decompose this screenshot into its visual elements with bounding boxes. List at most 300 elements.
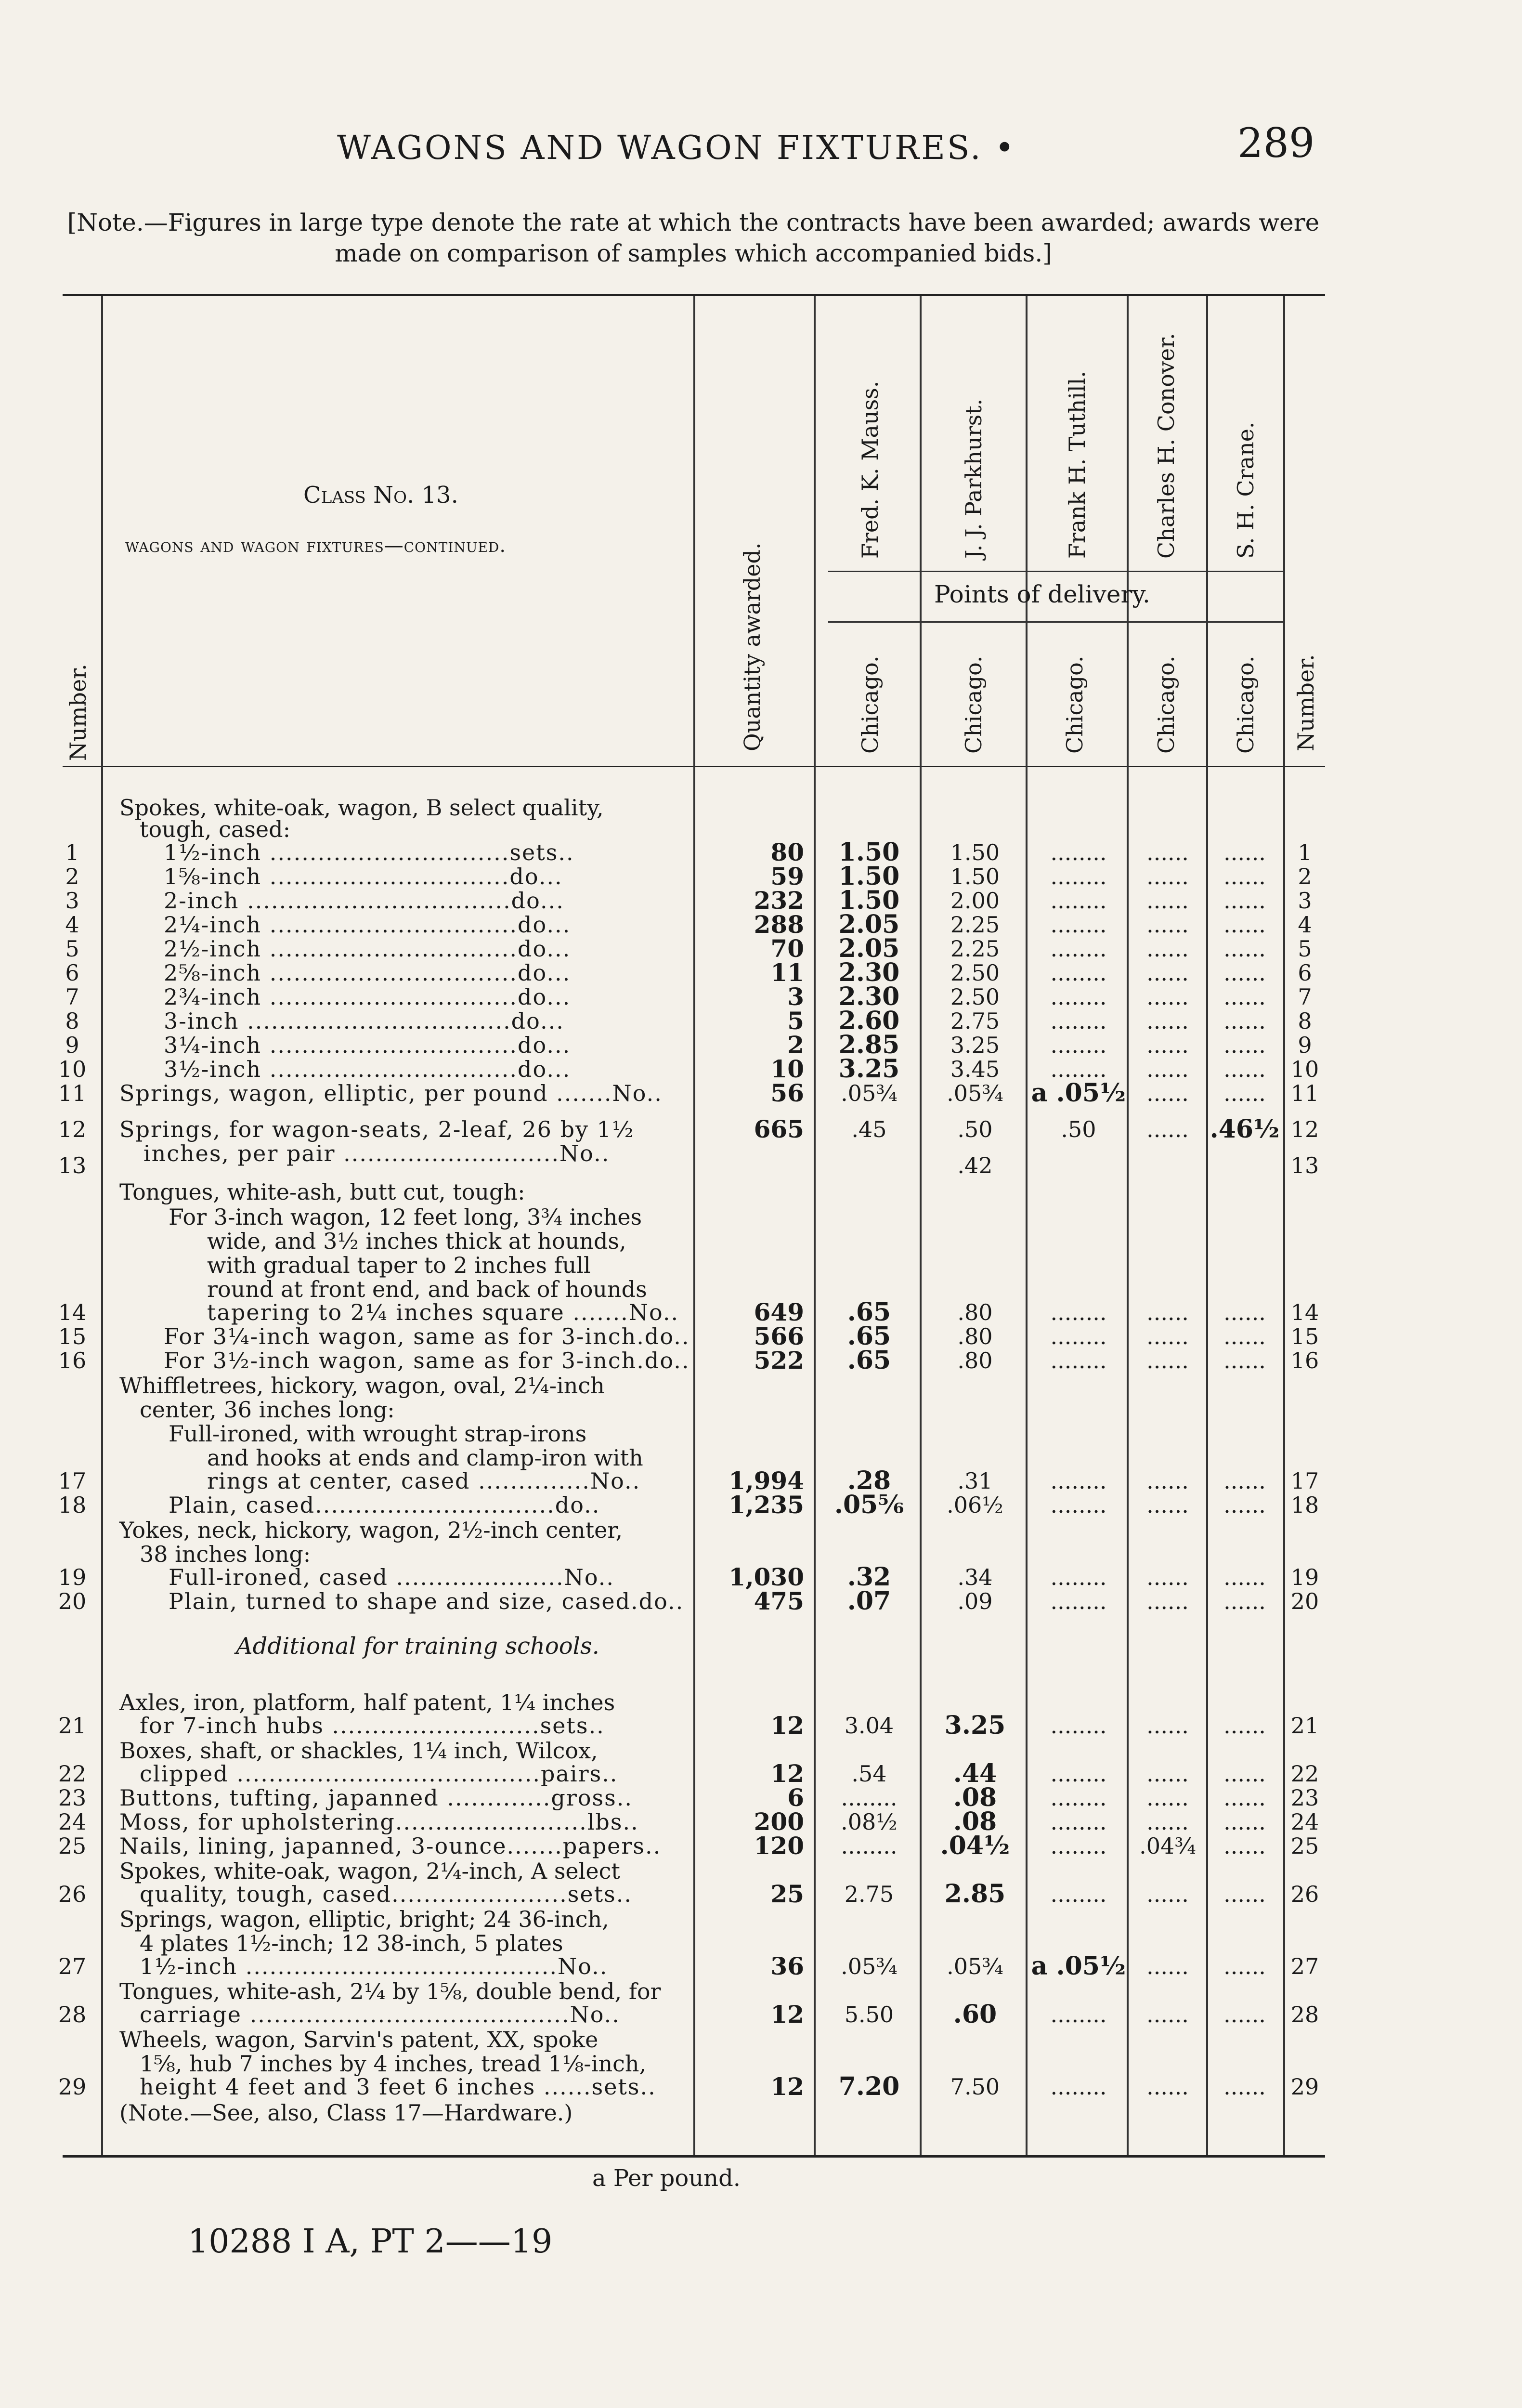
- row-quantity: 12: [770, 1711, 804, 1740]
- table-row: [0, 1297, 1522, 1327]
- table-row: [0, 1490, 1522, 1519]
- row-price-5: ......: [1223, 1008, 1266, 1034]
- row-number-left: 29: [58, 2074, 87, 2100]
- section-tongues: Tongues, white-ash, butt cut, tough:: [119, 1179, 525, 1205]
- row-price-3: ........: [1050, 960, 1107, 986]
- delivery-tuthill: Chicago.: [1062, 655, 1088, 754]
- row-price-4: ......: [1146, 1588, 1189, 1614]
- row-price-4: ......: [1146, 2002, 1189, 2028]
- row-quantity: 288: [754, 910, 804, 939]
- table-row: [0, 1030, 1522, 1060]
- row-description: tapering to 2¼ inches square .......No..: [207, 1299, 679, 1325]
- row-price-2: .09: [957, 1588, 993, 1614]
- section-spokes-b-cont: tough, cased:: [140, 816, 291, 842]
- row-description: for 7-inch hubs ..........................sets..: [140, 1713, 605, 1739]
- row-price-4: ......: [1146, 984, 1189, 1010]
- col-divider-parkhurst: [1026, 296, 1028, 2155]
- row-price-4: ......: [1146, 1953, 1189, 1979]
- row-price-1: 3.04: [844, 1713, 894, 1739]
- row-price-4: ......: [1146, 1492, 1189, 1518]
- row-price-4: ......: [1146, 1713, 1189, 1739]
- row-number-right: 15: [1290, 1323, 1319, 1349]
- tongues-line-3: with gradual taper to 2 inches full: [207, 1252, 591, 1278]
- row-description: Springs, wagon, elliptic, per pound .......No..: [119, 1080, 663, 1106]
- row-quantity: 1,994: [728, 1466, 804, 1495]
- row-number-left: 11: [58, 1080, 87, 1106]
- row-description: height 4 feet and 3 feet 6 inches ......sets..: [140, 2074, 656, 2100]
- row-price-1: ........: [841, 1833, 898, 1859]
- row-quantity: 665: [754, 1115, 804, 1143]
- row-number-left: 12: [58, 1116, 87, 1142]
- row-number-left: 18: [58, 1492, 87, 1518]
- row-price-3: ........: [1050, 1588, 1107, 1614]
- row-price-1: 2.05: [838, 934, 900, 963]
- row-price-1: 2.05: [838, 910, 900, 939]
- row-quantity: 120: [754, 1832, 804, 1860]
- col-divider-tuthill: [1127, 296, 1129, 2155]
- boxes-line: Boxes, shaft, or shackles, 1¼ inch, Wilcox,: [119, 1738, 598, 1764]
- row-number-right: 23: [1290, 1785, 1319, 1811]
- row-price-4: ......: [1146, 1116, 1189, 1142]
- row-price-2: .08: [953, 1783, 997, 1812]
- row-price-5: ......: [1223, 1348, 1266, 1374]
- row-price-5: ......: [1223, 864, 1266, 890]
- row-number-right: 21: [1290, 1713, 1319, 1739]
- row-quantity: 1,030: [728, 1563, 804, 1591]
- row-price-5: ......: [1223, 1323, 1266, 1349]
- row-quantity: 12: [770, 2000, 804, 2028]
- tongues-line-1: For 3-inch wagon, 12 feet long, 3¾ inches: [169, 1204, 642, 1230]
- row-description: 2½-inch ...............................do...: [164, 936, 571, 962]
- row-price-2: 2.75: [950, 1008, 1000, 1034]
- row-price-2: .34: [957, 1564, 993, 1590]
- row-quantity: 12: [770, 2072, 804, 2101]
- signature-mark: 10288 I A, PT 2——19: [188, 2223, 553, 2261]
- row-price-1: .54: [851, 1761, 887, 1787]
- row-price-3: ........: [1050, 912, 1107, 938]
- row-price-5: ......: [1223, 1492, 1266, 1518]
- row-quantity: 80: [770, 838, 804, 866]
- row-price-1: 5.50: [844, 2002, 894, 2028]
- row-price-3: ........: [1050, 2002, 1107, 2028]
- row-price-4: ......: [1146, 1032, 1189, 1058]
- row-price-5: ......: [1223, 1588, 1266, 1614]
- row-price-2: .42: [957, 1152, 993, 1178]
- row-description: 1⅝-inch ..............................do...: [164, 864, 563, 890]
- row-price-3: a .05½: [1031, 1951, 1126, 1981]
- row-price-3: ........: [1050, 1809, 1107, 1835]
- row-price-1: .65: [847, 1297, 891, 1327]
- row-number-right: 17: [1290, 1468, 1319, 1494]
- table-row: [0, 2072, 1522, 2101]
- row-price-1: .08½: [841, 1809, 898, 1835]
- row-price-3: ........: [1050, 1833, 1107, 1859]
- row-number-left: 13: [58, 1152, 87, 1178]
- row-price-1: 2.85: [838, 1030, 900, 1060]
- bidder-mauss: Fred. K. Mauss.: [857, 380, 883, 559]
- row-price-3: ........: [1050, 1056, 1107, 1082]
- row-description: 2⅝-inch ...............................do...: [164, 960, 571, 986]
- table-row: [0, 1466, 1522, 1495]
- row-price-5: ......: [1223, 984, 1266, 1010]
- row-price-3: ........: [1050, 1492, 1107, 1518]
- row-number-right: 16: [1290, 1348, 1319, 1374]
- row-description: 2¾-inch ...............................do...: [164, 984, 571, 1010]
- page-number: 289: [1237, 119, 1315, 167]
- row-quantity: 649: [754, 1298, 804, 1326]
- row-quantity: 25: [770, 1880, 804, 1908]
- spokes-a-line: Spokes, white-oak, wagon, 2¼-inch, A select: [119, 1858, 620, 1884]
- row-price-4: ......: [1146, 1468, 1189, 1494]
- table-bottom-rule: [63, 2155, 1325, 2158]
- table-row: [0, 958, 1522, 987]
- row-price-4: ......: [1146, 1323, 1189, 1349]
- tongues-line-4: round at front end, and back of hounds: [207, 1276, 647, 1302]
- row-price-2: 2.00: [950, 888, 1000, 914]
- row-number-right: 4: [1298, 912, 1312, 938]
- table-row: [0, 886, 1522, 915]
- row-price-2: .60: [953, 2000, 997, 2029]
- col-divider-mauss: [920, 296, 922, 2155]
- row-quantity: 6: [787, 1783, 804, 1812]
- table-row: [0, 982, 1522, 1011]
- row-price-2: .06½: [947, 1492, 1003, 1518]
- row-price-4: ......: [1146, 1809, 1189, 1835]
- table-row: [0, 1322, 1522, 1351]
- row-number-left: 6: [65, 960, 79, 986]
- row-number-right: 10: [1290, 1056, 1319, 1082]
- table-row: [0, 1054, 1522, 1084]
- row-price-2: 1.50: [950, 839, 1000, 865]
- row-price-1: .05⅚: [834, 1490, 904, 1519]
- row-price-5: ......: [1223, 1564, 1266, 1590]
- row-quantity: 70: [770, 934, 804, 963]
- row-number-left: 21: [58, 1713, 87, 1739]
- table-row: [0, 838, 1522, 867]
- row-price-4: .04¾: [1139, 1833, 1196, 1859]
- row-price-2: 3.25: [950, 1032, 1000, 1058]
- quantity-label: Quantity awarded.: [739, 542, 765, 751]
- row-quantity: 56: [770, 1079, 804, 1107]
- row-description: 3-inch .................................do...: [164, 1008, 564, 1034]
- class-heading: Class No. 13.: [303, 482, 458, 509]
- table-row: [0, 1759, 1522, 1788]
- row-price-4: ......: [1146, 2074, 1189, 2100]
- row-description: Springs, for wagon-seats, 2-leaf, 26 by 1½ inches, per pair ...........................No..: [119, 1116, 635, 1166]
- row-description: clipped ......................................pairs..: [140, 1761, 618, 1787]
- row-price-5: ......: [1223, 1713, 1266, 1739]
- row-price-4: ......: [1146, 1564, 1189, 1590]
- bidder-conover: Charles H. Conover.: [1153, 333, 1179, 559]
- row-price-2: .80: [957, 1348, 993, 1374]
- row-price-3: ........: [1050, 1348, 1107, 1374]
- row-number-left: 1: [65, 839, 79, 865]
- row-number-right: 28: [1290, 2002, 1319, 2028]
- row-price-5: ......: [1223, 1032, 1266, 1058]
- row-price-1: 1.50: [838, 862, 900, 891]
- row-price-2: 2.50: [950, 960, 1000, 986]
- row-quantity: 566: [754, 1322, 804, 1350]
- row-price-2: .05¾: [947, 1080, 1003, 1106]
- row-number-left: 14: [58, 1299, 87, 1325]
- row-number-right: 14: [1290, 1299, 1319, 1325]
- points-of-delivery: Points of delivery.: [934, 580, 1150, 608]
- table-row: [0, 1951, 1522, 1981]
- row-number-right: 8: [1298, 1008, 1312, 1034]
- row-number-left: 24: [58, 1809, 87, 1835]
- row-price-1: .28: [847, 1466, 891, 1495]
- tongues-line-2: wide, and 3½ inches thick at hounds,: [207, 1228, 626, 1254]
- springs-bright-line-2: 4 plates 1½-inch; 12 38-inch, 5 plates: [140, 1930, 563, 1956]
- row-price-5: ......: [1223, 1953, 1266, 1979]
- table-row: [0, 910, 1522, 939]
- row-price-5: ......: [1223, 1761, 1266, 1787]
- row-price-1: .65: [847, 1322, 891, 1351]
- row-description: 1½-inch ..............................sets..: [164, 839, 574, 865]
- col-divider-crane: [1283, 296, 1285, 2155]
- table-row: [0, 1807, 1522, 1836]
- row-price-2: 1.50: [950, 864, 1000, 890]
- row-description: Plain, turned to shape and size, cased.do..: [169, 1588, 684, 1614]
- row-price-1: .45: [851, 1116, 887, 1142]
- row-price-5: ......: [1223, 1833, 1266, 1859]
- row-price-1: 2.60: [838, 1006, 900, 1035]
- row-price-3: ........: [1050, 1008, 1107, 1034]
- row-price-5: ......: [1223, 912, 1266, 938]
- row-quantity: 10: [770, 1055, 804, 1083]
- row-number-right: 13: [1290, 1152, 1319, 1178]
- row-price-2: .44: [953, 1759, 997, 1788]
- row-price-1: 2.75: [844, 1881, 894, 1907]
- row-price-3: ........: [1050, 1032, 1107, 1058]
- bidder-parkhurst: J. J. Parkhurst.: [961, 398, 987, 559]
- row-price-1: .05¾: [841, 1080, 898, 1106]
- row-price-4: ......: [1146, 1785, 1189, 1811]
- row-number-left: 19: [58, 1564, 87, 1590]
- table-row: [0, 1879, 1522, 1909]
- row-description: Buttons, tufting, japanned .............gross..: [119, 1785, 633, 1811]
- row-price-3: .50: [1061, 1116, 1096, 1142]
- row-price-3: ........: [1050, 2074, 1107, 2100]
- delivery-rule: [828, 621, 1285, 623]
- row-number-right: 25: [1290, 1833, 1319, 1859]
- row-price-4: ......: [1146, 839, 1189, 865]
- row-price-3: ........: [1050, 839, 1107, 865]
- row-price-2: 3.25: [944, 1711, 1006, 1740]
- table-row: [0, 1078, 1522, 1108]
- row-description: 3¼-inch ...............................do...: [164, 1032, 571, 1058]
- row-price-2: 2.85: [944, 1879, 1006, 1909]
- row-quantity: 5: [787, 1007, 804, 1035]
- row-number-right: 1: [1298, 839, 1312, 865]
- row-quantity: 200: [754, 1807, 804, 1836]
- row-price-4: ......: [1146, 936, 1189, 962]
- table-row: [0, 934, 1522, 963]
- row-number-right: 5: [1298, 936, 1312, 962]
- row-number-left: 2: [65, 864, 79, 890]
- row-price-1: .65: [847, 1346, 891, 1375]
- number-label-right: Number.: [1293, 654, 1319, 751]
- axles-line: Axles, iron, platform, half patent, 1¼ inches: [119, 1689, 615, 1715]
- row-number-left: 7: [65, 984, 79, 1010]
- row-number-right: 11: [1290, 1080, 1319, 1106]
- row-number-right: 26: [1290, 1881, 1319, 1907]
- row-number-left: 17: [58, 1468, 87, 1494]
- row-description: 2-inch .................................do...: [164, 888, 564, 914]
- table-row: [0, 1783, 1522, 1812]
- col-divider-number: [101, 296, 103, 2155]
- whiffletrees-line-1: Full-ironed, with wrought strap-irons: [169, 1421, 587, 1447]
- row-quantity: 475: [754, 1587, 804, 1615]
- table-row: [0, 864, 1522, 889]
- row-number-left: 22: [58, 1761, 87, 1787]
- row-description: Moss, for upholstering........................lbs..: [119, 1809, 639, 1835]
- table-row: [0, 1562, 1522, 1592]
- row-price-3: ........: [1050, 864, 1107, 890]
- row-number-left: 8: [65, 1008, 79, 1034]
- tongues-bend-line: Tongues, white-ash, 2¼ by 1⅝, double bend, for: [119, 1978, 661, 2004]
- row-description: 1½-inch .......................................No..: [140, 1953, 608, 1979]
- row-number-right: 6: [1298, 960, 1312, 986]
- bidder-tuthill: Frank H. Tuthill.: [1064, 371, 1090, 559]
- row-quantity: 11: [770, 958, 804, 987]
- wheels-line: Wheels, wagon, Sarvin's patent, XX, spoke: [119, 2027, 598, 2053]
- col-divider-conover: [1206, 296, 1208, 2155]
- row-price-5: ......: [1223, 936, 1266, 962]
- hardware-note: (Note.—See, also, Class 17—Hardware.): [119, 2100, 573, 2126]
- row-price-2: .80: [957, 1299, 993, 1325]
- table-row: [0, 1586, 1522, 1616]
- delivery-crane: Chicago.: [1233, 655, 1259, 754]
- section-yokes: Yokes, neck, hickory, wagon, 2½-inch center,: [119, 1517, 623, 1543]
- whiffletrees-line-2: and hooks at ends and clamp-iron with: [207, 1445, 643, 1471]
- section-training-schools: Additional for training schools.: [236, 1633, 599, 1660]
- row-price-5: ......: [1223, 1056, 1266, 1082]
- row-price-5: .46½: [1210, 1114, 1280, 1144]
- row-price-5: ......: [1223, 1785, 1266, 1811]
- row-number-left: 15: [58, 1323, 87, 1349]
- table-row: [0, 1711, 1522, 1740]
- row-price-3: ........: [1050, 1468, 1107, 1494]
- row-price-3: ........: [1050, 1881, 1107, 1907]
- row-price-2: 2.25: [950, 936, 1000, 962]
- row-number-right: 7: [1298, 984, 1312, 1010]
- row-price-1: 7.20: [838, 2072, 900, 2101]
- award-note: [Note.—Figures in large type denote the rate at which the contracts have been awarded; awards were made on comparison of samples which accompanied bids.]: [67, 209, 1320, 267]
- row-price-4: ......: [1146, 888, 1189, 914]
- delivery-parkhurst: Chicago.: [961, 655, 987, 754]
- footnote: a Per pound.: [592, 2165, 741, 2192]
- row-price-5: ......: [1223, 1881, 1266, 1907]
- table-row: [0, 1348, 1522, 1373]
- row-quantity: 232: [754, 886, 804, 915]
- row-description: rings at center, cased ..............No..: [207, 1468, 641, 1494]
- row-number-left: 27: [58, 1953, 87, 1979]
- row-price-2: 2.50: [950, 984, 1000, 1010]
- row-number-left: 5: [65, 936, 79, 962]
- row-price-4: ......: [1146, 1080, 1189, 1106]
- row-price-2: .05¾: [947, 1953, 1003, 1979]
- row-price-4: ......: [1146, 1348, 1189, 1374]
- row-quantity: 12: [770, 1759, 804, 1788]
- row-number-right: 24: [1290, 1809, 1319, 1835]
- row-price-4: ......: [1146, 960, 1189, 986]
- row-price-1: 2.30: [838, 982, 900, 1011]
- row-number-right: 29: [1290, 2074, 1319, 2100]
- row-price-3: ........: [1050, 1713, 1107, 1739]
- row-price-5: ......: [1223, 2002, 1266, 2028]
- row-price-3: ........: [1050, 1785, 1107, 1811]
- row-quantity: 3: [787, 982, 804, 1011]
- row-number-right: 27: [1290, 1953, 1319, 1979]
- running-title: WAGONS AND WAGON FIXTURES. •: [337, 129, 1016, 167]
- row-description: For 3½-inch wagon, same as for 3-inch.do..: [164, 1348, 690, 1374]
- row-price-1: 3.25: [838, 1054, 900, 1084]
- row-price-4: ......: [1146, 912, 1189, 938]
- row-price-4: ......: [1146, 1299, 1189, 1325]
- row-price-1: .07: [847, 1586, 891, 1616]
- delivery-mauss: Chicago.: [857, 655, 883, 754]
- row-number-right: 2: [1298, 864, 1312, 890]
- section-whiffletrees: Whiffletrees, hickory, wagon, oval, 2¼-inch: [119, 1373, 605, 1399]
- row-price-3: ........: [1050, 1761, 1107, 1787]
- row-price-2: .80: [957, 1323, 993, 1349]
- row-quantity: 59: [770, 862, 804, 890]
- row-price-4: ......: [1146, 1761, 1189, 1787]
- row-price-5: ......: [1223, 1809, 1266, 1835]
- row-number-left: 3: [65, 888, 79, 914]
- row-price-5: ......: [1223, 1299, 1266, 1325]
- table-row: [0, 1831, 1522, 1860]
- row-number-left: 26: [58, 1881, 87, 1907]
- row-price-1: .05¾: [841, 1953, 898, 1979]
- row-description: Nails, lining, japanned, 3-ounce.......papers..: [119, 1833, 662, 1859]
- row-quantity: 1,235: [728, 1491, 804, 1519]
- row-price-2: .08: [953, 1807, 997, 1836]
- row-quantity: 522: [754, 1346, 804, 1374]
- row-number-right: 19: [1290, 1564, 1319, 1590]
- row-description: carriage ........................................No..: [140, 2002, 620, 2028]
- row-price-3: a .05½: [1031, 1078, 1126, 1108]
- col-divider-description: [693, 296, 695, 2155]
- row-price-2: 3.45: [950, 1056, 1000, 1082]
- row-price-5: ......: [1223, 839, 1266, 865]
- row-description: 3½-inch ...............................do...: [164, 1056, 571, 1082]
- row-number-right: 12: [1290, 1116, 1319, 1142]
- yokes-cont: 38 inches long:: [140, 1541, 311, 1567]
- row-price-1: .32: [847, 1562, 891, 1592]
- row-price-1: 1.50: [838, 886, 900, 915]
- row-price-4: ......: [1146, 1881, 1189, 1907]
- bidder-rule: [828, 571, 1285, 572]
- row-number-left: 23: [58, 1785, 87, 1811]
- row-price-5: ......: [1223, 960, 1266, 986]
- row-number-left: 25: [58, 1833, 87, 1859]
- row-price-2: .04½: [940, 1831, 1010, 1860]
- row-number-left: 10: [58, 1056, 87, 1082]
- section-spokes-b: Spokes, white-oak, wagon, B select quality,: [119, 795, 604, 821]
- row-price-5: ......: [1223, 1080, 1266, 1106]
- row-price-1: 1.50: [838, 838, 900, 867]
- row-price-3: ........: [1050, 984, 1107, 1010]
- row-price-5: ......: [1223, 1468, 1266, 1494]
- row-description: Plain, cased..............................do..: [169, 1492, 600, 1518]
- row-price-2: 7.50: [950, 2074, 1000, 2100]
- row-description: quality, tough, cased......................sets..: [140, 1881, 632, 1907]
- table-row: [0, 2002, 1522, 2027]
- row-price-4: ......: [1146, 1008, 1189, 1034]
- row-number-left: 9: [65, 1032, 79, 1058]
